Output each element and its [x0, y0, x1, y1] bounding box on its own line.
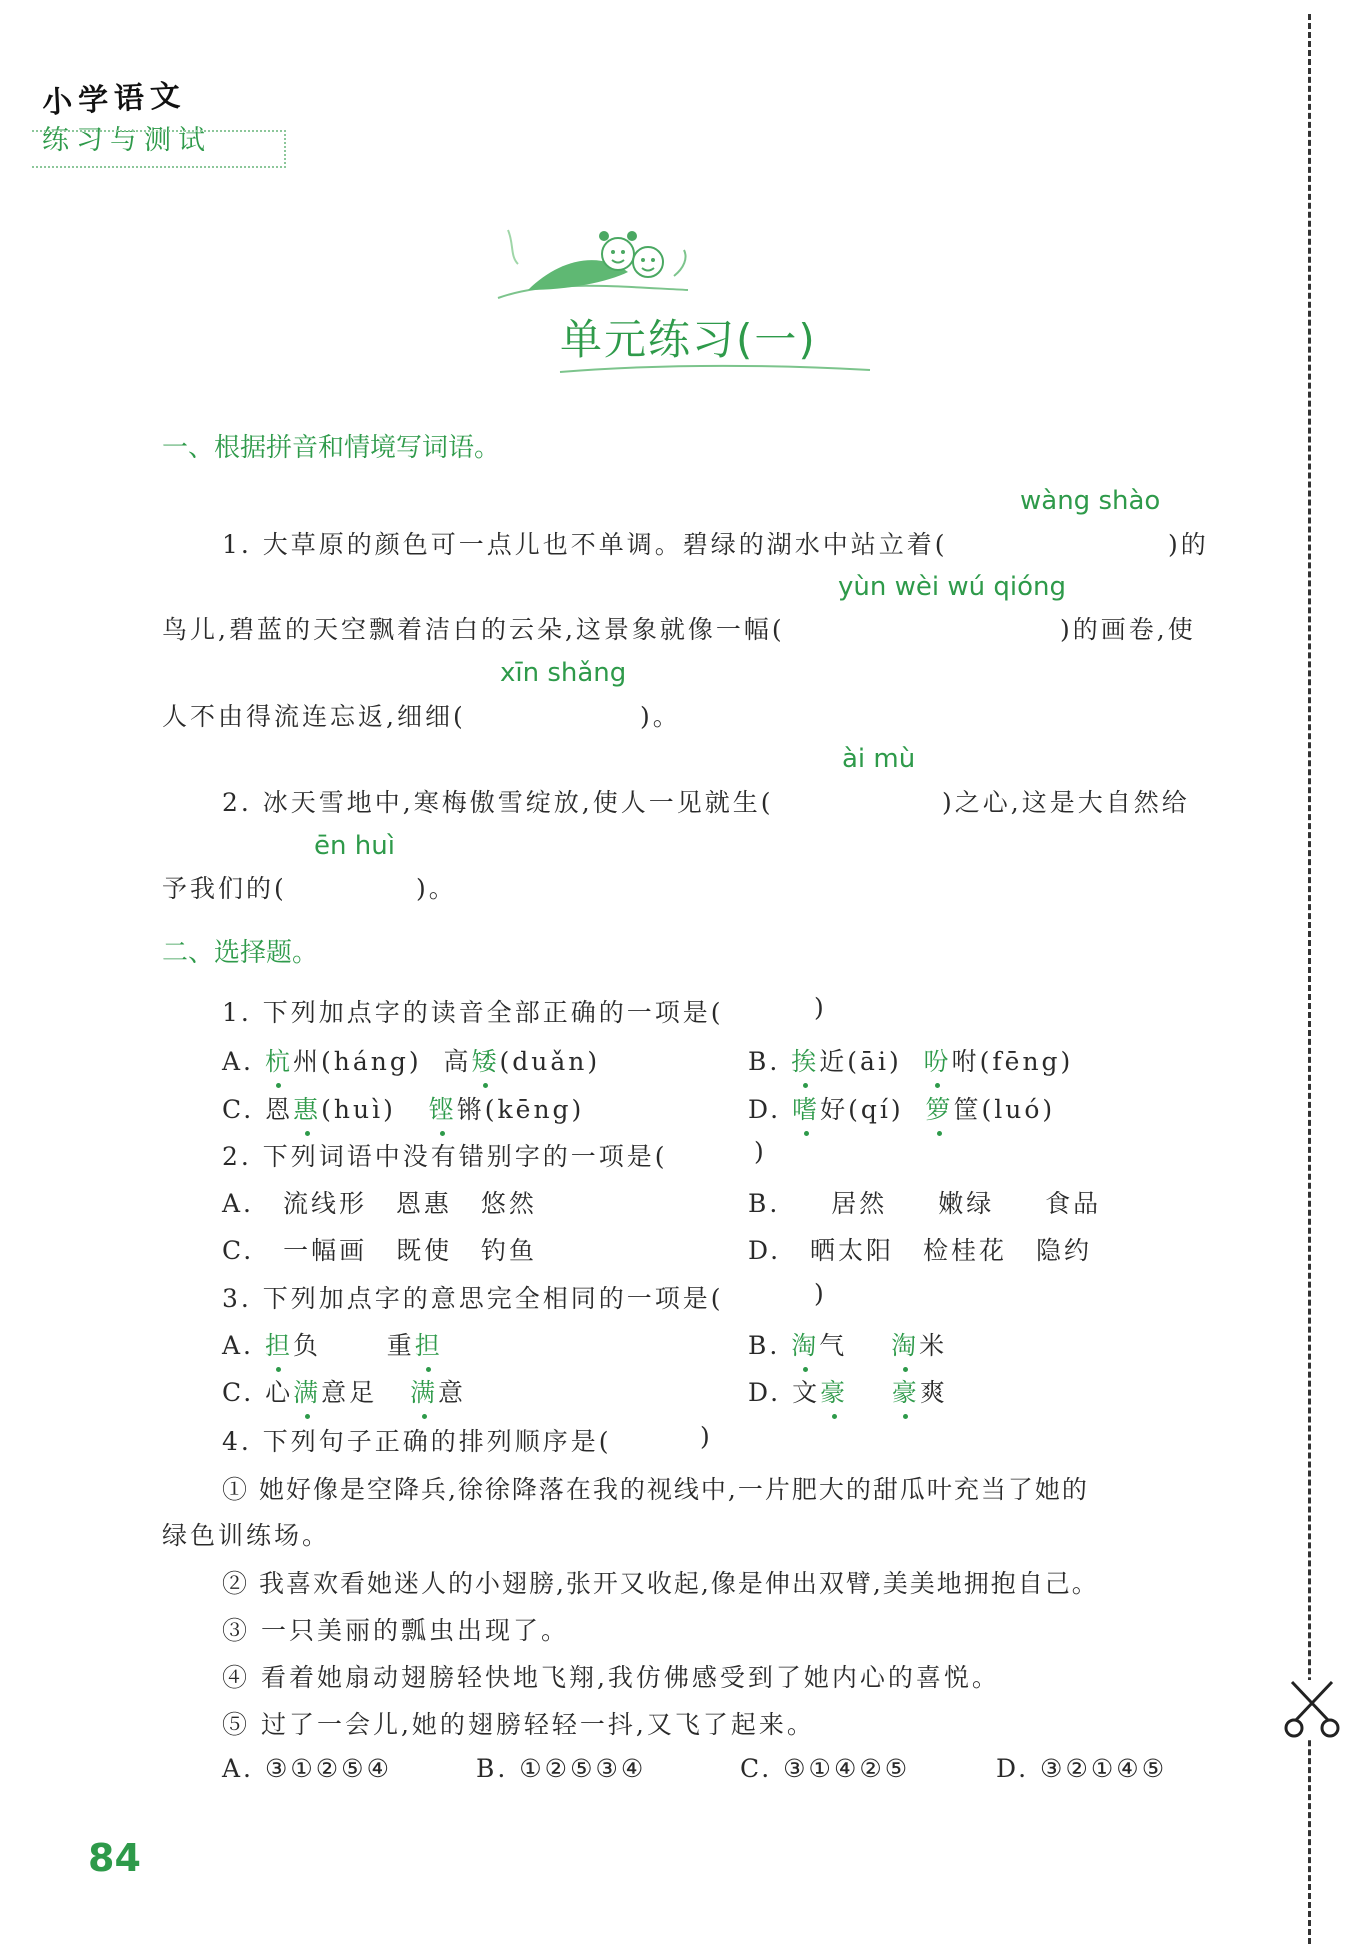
option-text: 重: [386, 1331, 415, 1360]
brand-subtitle: 练习与测试: [42, 125, 212, 156]
mc-q2-option-a: A. 流线形 恩惠 悠然: [222, 1189, 537, 1218]
mc-q4-paren: ): [700, 1422, 713, 1451]
mc-q1-option-d: [748, 1090, 1055, 1126]
option-text: 咐(fēng): [951, 1047, 1074, 1076]
option-text: (huì): [321, 1095, 396, 1124]
cut-line: [1308, 14, 1311, 1944]
mc-q3-stem: 3. 下列加点字的意思完全相同的一项是(: [222, 1284, 724, 1313]
q1-line1-end: )的: [1168, 530, 1209, 559]
kids-illustration-icon: [488, 220, 728, 310]
option-label: B.: [748, 1331, 781, 1360]
q4-sentence-1: ① 她好像是空降兵,徐徐降落在我的视线中,一片肥大的甜瓜叶充当了她的: [222, 1475, 1089, 1504]
mc-q3-option-b: [748, 1326, 947, 1362]
scissors-icon: [1284, 1680, 1340, 1740]
q2-line2: 予我们的(: [162, 874, 287, 903]
option-label: A.: [222, 1331, 255, 1360]
option-text: (duǎn): [499, 1047, 601, 1076]
option-label: C.: [222, 1378, 255, 1407]
mc-q2-paren: ): [754, 1137, 767, 1166]
mc-q3-option-a: [222, 1326, 443, 1362]
q4-option-c: C. ③①④②⑤: [740, 1754, 911, 1783]
dotted-char: 惠: [293, 1090, 321, 1126]
q2-line1-end: )之心,这是大自然给: [942, 788, 1190, 817]
q2-line2-end: )。: [416, 874, 457, 903]
option-text: 文: [792, 1378, 821, 1407]
brand-frame: [32, 130, 286, 168]
option-text: 锵(kēng): [456, 1095, 585, 1124]
dotted-char: 淘: [791, 1326, 819, 1362]
option-text: 筐(luó): [953, 1095, 1056, 1124]
dotted-char: 担: [265, 1326, 293, 1362]
q1-line3-end: )。: [640, 702, 681, 731]
dotted-char: 嗜: [792, 1090, 820, 1126]
option-label: D.: [748, 1378, 782, 1407]
option-label: B.: [748, 1047, 781, 1076]
dotted-char: 箩: [926, 1090, 954, 1126]
pinyin-wangshao: wàng shào: [1020, 486, 1161, 516]
q4-option-a: A. ③①②⑤④: [222, 1754, 393, 1783]
option-label: D.: [748, 1095, 782, 1124]
option-text: 爽: [919, 1378, 948, 1407]
q4-sentence-5: ⑤ 过了一会儿,她的翅膀轻轻一抖,又飞了起来。: [222, 1710, 815, 1739]
title-underline: [520, 362, 880, 378]
section2-heading: 二、选择题。: [162, 938, 319, 968]
q4-sentence-1-cont: 绿色训练场。: [162, 1521, 331, 1550]
q4-sentence-2: ② 我喜欢看她迷人的小翅膀,张开又收起,像是伸出双臂,美美地拥抱自己。: [222, 1569, 1099, 1598]
q1-line3: 人不由得流连忘返,细细(: [162, 702, 466, 731]
q4-sentence-3: ③ 一只美丽的瓢虫出现了。: [222, 1616, 569, 1645]
mc-q2-stem: 2. 下列词语中没有错别字的一项是(: [222, 1142, 668, 1171]
unit-title: 单元练习(一): [560, 315, 817, 364]
dotted-char: 担: [415, 1326, 443, 1362]
option-text: 州(háng): [292, 1047, 422, 1076]
mc-q3-paren: ): [814, 1279, 827, 1308]
option-text: 负: [292, 1331, 321, 1360]
mc-q3-option-c: [222, 1373, 466, 1409]
mc-q1-paren: ): [814, 993, 827, 1022]
mc-q2-option-c: C. 一幅画 既使 钓鱼: [222, 1236, 538, 1265]
dotted-char: 铿: [429, 1090, 457, 1126]
section1-heading: 一、根据拼音和情境写词语。: [162, 433, 501, 463]
q1-line2: 鸟儿,碧蓝的天空飘着洁白的云朵,这景象就像一幅(: [162, 615, 785, 644]
option-text: 好(qí): [820, 1095, 904, 1124]
option-label: A.: [222, 1047, 255, 1076]
dotted-char: 杭: [265, 1042, 293, 1078]
pinyin-enhui: ēn huì: [314, 831, 395, 861]
option-text: 意: [438, 1378, 467, 1407]
dotted-char: 挨: [791, 1042, 819, 1078]
q4-sentence-4: ④ 看着她扇动翅膀轻快地飞翔,我仿佛感受到了她内心的喜悦。: [222, 1663, 1000, 1692]
dotted-char: 矮: [472, 1042, 500, 1078]
pinyin-yunweiwuqiong: yùn wèi wú qióng: [838, 572, 1066, 602]
mc-q4-stem: 4. 下列句子正确的排列顺序是(: [222, 1427, 612, 1456]
mc-q1-option-a: [222, 1042, 600, 1078]
dotted-char: 淘: [891, 1326, 919, 1362]
option-text: 气: [819, 1331, 848, 1360]
mc-q1-option-c: [222, 1090, 584, 1126]
mc-q2-option-b: B. 居然 嫩绿 食品: [748, 1189, 1102, 1218]
option-text: 高: [443, 1047, 472, 1076]
option-text: 心: [265, 1378, 294, 1407]
dotted-char: 吩: [924, 1042, 952, 1078]
q1-line1: 1. 大草原的颜色可一点儿也不单调。碧绿的湖水中站立着(: [222, 530, 948, 559]
option-text: 意足: [321, 1378, 378, 1407]
q1-line2-end: )的画卷,使: [1060, 615, 1196, 644]
mc-q3-option-d: [748, 1373, 948, 1409]
mc-q2-option-d: D. 晒太阳 检桂花 隐约: [748, 1236, 1092, 1265]
page-number: 84: [88, 1836, 141, 1880]
pinyin-aimu: ài mù: [842, 744, 916, 774]
option-text: 恩: [265, 1095, 294, 1124]
dotted-char: 满: [410, 1373, 438, 1409]
q4-option-d: D. ③②①④⑤: [996, 1754, 1168, 1783]
option-text: 米: [919, 1331, 948, 1360]
option-label: C.: [222, 1095, 255, 1124]
q4-option-b: B. ①②⑤③④: [476, 1754, 647, 1783]
brand-title: 小学语文: [41, 78, 188, 121]
pinyin-xinshang: xīn shǎng: [500, 658, 627, 688]
q2-line1: 2. 冰天雪地中,寒梅傲雪绽放,使人一见就生(: [222, 788, 774, 817]
option-text: 近(āi): [819, 1047, 902, 1076]
mc-q1-option-b: [748, 1042, 1073, 1078]
mc-q1-stem: 1. 下列加点字的读音全部正确的一项是(: [222, 998, 724, 1027]
dotted-char: 豪: [892, 1373, 920, 1409]
dotted-char: 豪: [820, 1373, 848, 1409]
dotted-char: 满: [293, 1373, 321, 1409]
